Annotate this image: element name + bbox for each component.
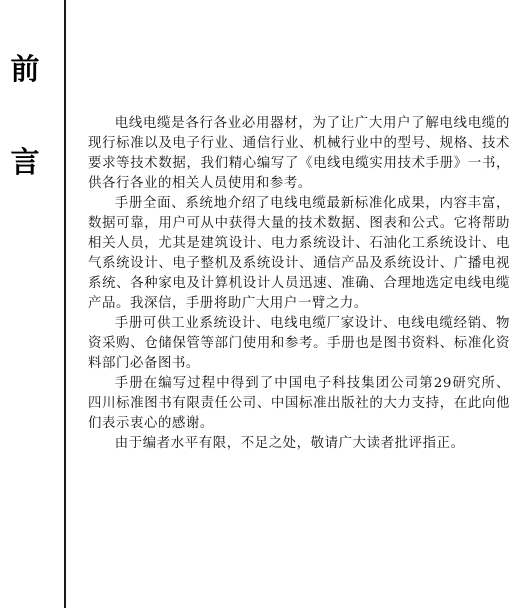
heading-char-qian: 前 (10, 52, 40, 86)
paragraph-5: 由于编者水平有限，不足之处，敬请广大读者批评指正。 (114, 436, 465, 451)
paragraph-2: 手册全面、系统地介绍了电线电缆最新标准化成果，内容丰富，数据可靠，用户可从中获得大量的技术数据、图表和公式。它将帮助相关人员，尤其是建筑设计、电力系统设计、石油化工系统设计、电气系统设计、电子整机及系统设计、通信产品及系统设计、广播电视系统、各种家电及计算机设计人员迅速、准确、合理地选定电线电缆产品。我深信，手册将助广大用户一臂之力。 (88, 196, 510, 311)
paragraph-4: 手册在编写过程中得到了中国电子科技集团公司第29研究所、四川标准图书有限责任公司、中国标准出版社的大力支持，在此向他们表示衷心的感谢。 (88, 376, 510, 431)
paragraph-3: 手册可供工业系统设计、电线电缆厂家设计、电线电缆经销、物资采购、仓储保管等部门使用和参考。手册也是图书资料、标准化资料部门必备图书。 (88, 316, 510, 371)
preface-body (88, 114, 510, 454)
heading-char-yan: 言 (10, 145, 40, 179)
paragraph-1: 电线电缆是各行各业必用器材，为了让广大用户了解电线电缆的现行标准以及电子行业、通信行业、机械行业中的型号、规格、技术要求等技术数据，我们精心编写了《电线电缆实用技术手册》一书，供各行各业的相关人员使用和参考。 (88, 116, 510, 191)
left-margin (0, 0, 65, 608)
vertical-divider (64, 0, 66, 608)
